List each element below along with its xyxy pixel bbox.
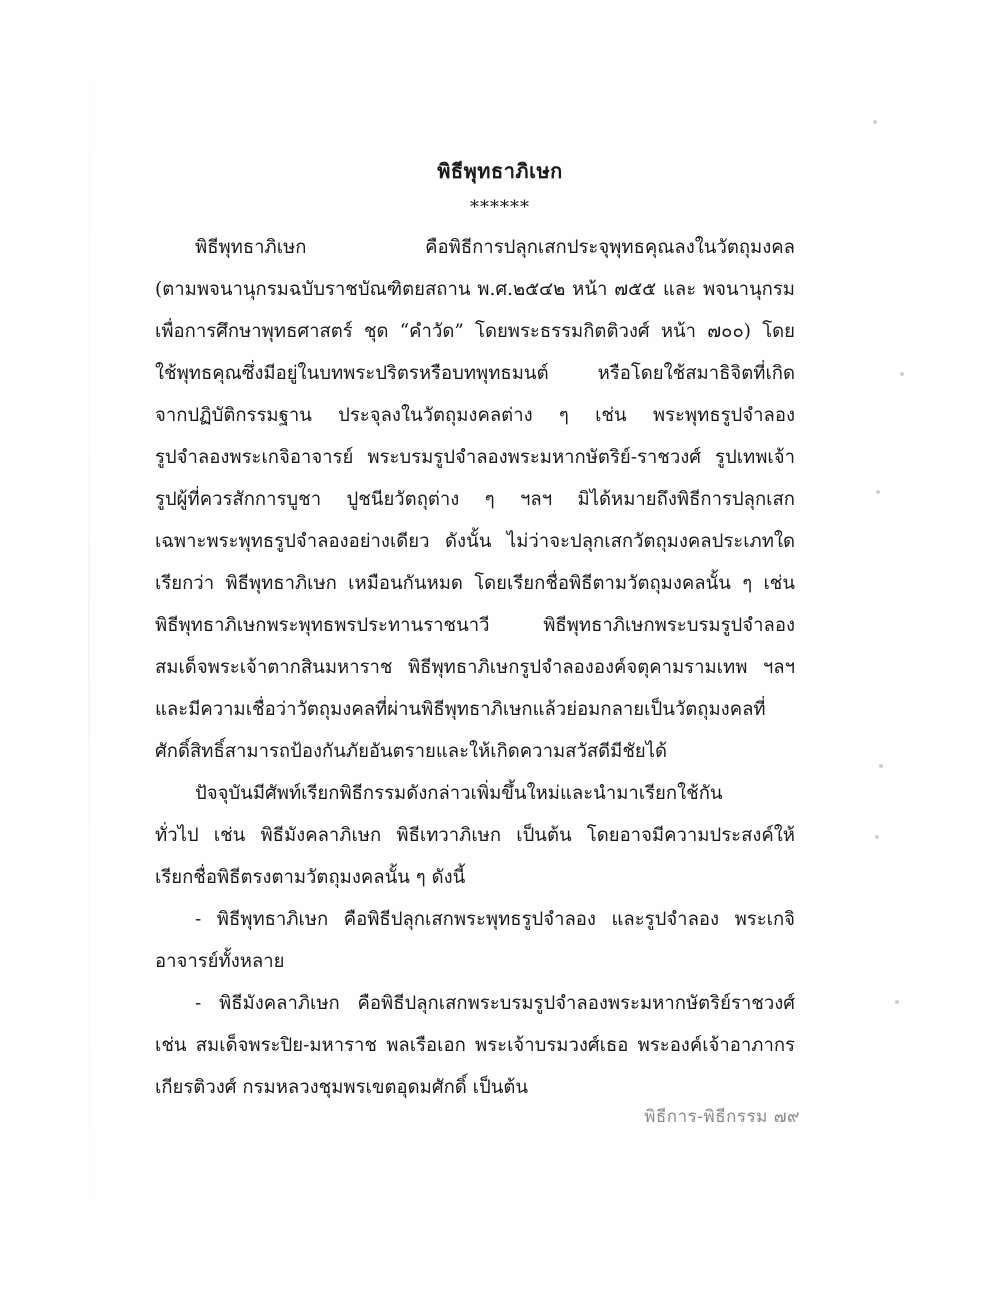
scan-speck bbox=[879, 764, 883, 768]
list-item-2-line-2: เช่น สมเด็จพระปิย-มหาราช พลเรือเอก พระเจ้าบรมวงศ์เธอ พระองค์เจ้าอาภากร bbox=[155, 1035, 795, 1056]
paragraph-1-line-6: รูปจำลองพระเกจิอาจารย์ พระบรมรูปจำลองพระมหากษัตริย์-ราชวงศ์ รูปเทพเจ้า bbox=[155, 447, 795, 468]
scan-speck bbox=[873, 120, 877, 124]
paragraph-1-line-5: จากปฏิบัติกรรมฐาน ประจุลงในวัตถุมงคลต่าง ๆ เช่น พระพุทธรูปจำลอง bbox=[155, 405, 795, 426]
list-item-1-line-2: อาจารย์ทั้งหลาย bbox=[155, 951, 285, 972]
paragraph-2-line-3: เรียกชื่อพิธีตรงตามวัตถุมงคลนั้น ๆ ดังนี้ bbox=[155, 867, 466, 888]
paragraph-1-line-10: พิธีพุทธาภิเษกพระพุทธพรประทานราชนาวี พิธีพุทธาภิเษกพระบรมรูปจำลอง bbox=[155, 615, 795, 636]
paragraph-1-line-12: และมีความเชื่อว่าวัตถุมงคลที่ผ่านพิธีพุทธาภิเษกแล้วย่อมกลายเป็นวัตถุมงคลที่ bbox=[155, 699, 766, 720]
list-item-1-line-1: - พิธีพุทธาภิเษก คือพิธีปลุกเสกพระพุทธรูปจำลอง และรูปจำลอง พระเกจิ bbox=[195, 909, 795, 930]
paragraph-1-line-11: สมเด็จพระเจ้าตากสินมหาราช พิธีพุทธาภิเษกรูปจำลององค์จตุคามรามเทพ ฯลฯ bbox=[155, 657, 795, 678]
paragraph-1-line-13: ศักดิ์สิทธิ์สามารถป้องกันภัยอันตรายและให้เกิดความสวัสดีมีชัยได้ bbox=[155, 741, 668, 762]
page-footer: พิธีการ-พิธีกรรม ๗๙ bbox=[644, 1107, 800, 1127]
paragraph-1-line-7: รูปผู้ที่ควรสักการบูชา ปูชนียวัตถุต่าง ๆ ฯลฯ มิได้หมายถึงพิธีการปลุกเสก bbox=[155, 489, 795, 510]
list-item-2-line-3: เกียรติวงศ์ กรมหลวงชุมพรเขตอุดมศักดิ์ เป็นต้น bbox=[155, 1077, 529, 1098]
paragraph-1-line-9: เรียกว่า พิธีพุทธาภิเษก เหมือนกันหมด โดยเรียกชื่อพิธีตามวัตถุมงคลนั้น ๆ เช่น bbox=[155, 573, 795, 594]
scan-speck bbox=[875, 835, 879, 839]
title-separator: ****** bbox=[470, 197, 530, 218]
paragraph-2-line-1: ปัจจุบันมีศัพท์เรียกพิธีกรรมดังกล่าวเพิ่มขึ้นใหม่และนำมาเรียกใช้กัน bbox=[195, 783, 723, 804]
scan-speck bbox=[900, 372, 904, 376]
paragraph-1-line-1: พิธีพุทธาภิเษก คือพิธีการปลุกเสกประจุพุทธคุณลงในวัตถุมงคล bbox=[195, 237, 795, 258]
scan-speck bbox=[895, 1000, 899, 1004]
paragraph-1-line-3: เพื่อการศึกษาพุทธศาสตร์ ชุด “คำวัด” โดยพระธรรมกิตติวงศ์ หน้า ๗๐๐) โดย bbox=[155, 321, 795, 342]
paragraph-1-line-2: (ตามพจนานุกรมฉบับราชบัณฑิตยสถาน พ.ศ.๒๕๔๒ หน้า ๗๕๕ และ พจนานุกรม bbox=[155, 279, 795, 300]
list-item-2-line-1: - พิธีมังคลาภิเษก คือพิธีปลุกเสกพระบรมรูปจำลองพระมหากษัตริย์ราชวงศ์ bbox=[195, 993, 795, 1014]
document-title: พิธีพุทธาภิเษก bbox=[437, 159, 563, 183]
paragraph-2-line-2: ทั่วไป เช่น พิธีมังคลาภิเษก พิธีเทวาภิเษก เป็นต้น โดยอาจมีความประสงค์ให้ bbox=[155, 825, 795, 846]
paragraph-1-line-8: เฉพาะพระพุทธรูปจำลองอย่างเดียว ดังนั้น ไม่ว่าจะปลุกเสกวัตถุมงคลประเภทใด bbox=[155, 531, 795, 552]
scan-speck bbox=[876, 490, 880, 494]
paragraph-1-line-4: ใช้พุทธคุณซึ่งมีอยู่ในบทพระปริตรหรือบทพุทธมนต์ หรือโดยใช้สมาธิจิตที่เกิด bbox=[155, 363, 795, 384]
scan-edge-shadow bbox=[88, 40, 90, 1240]
